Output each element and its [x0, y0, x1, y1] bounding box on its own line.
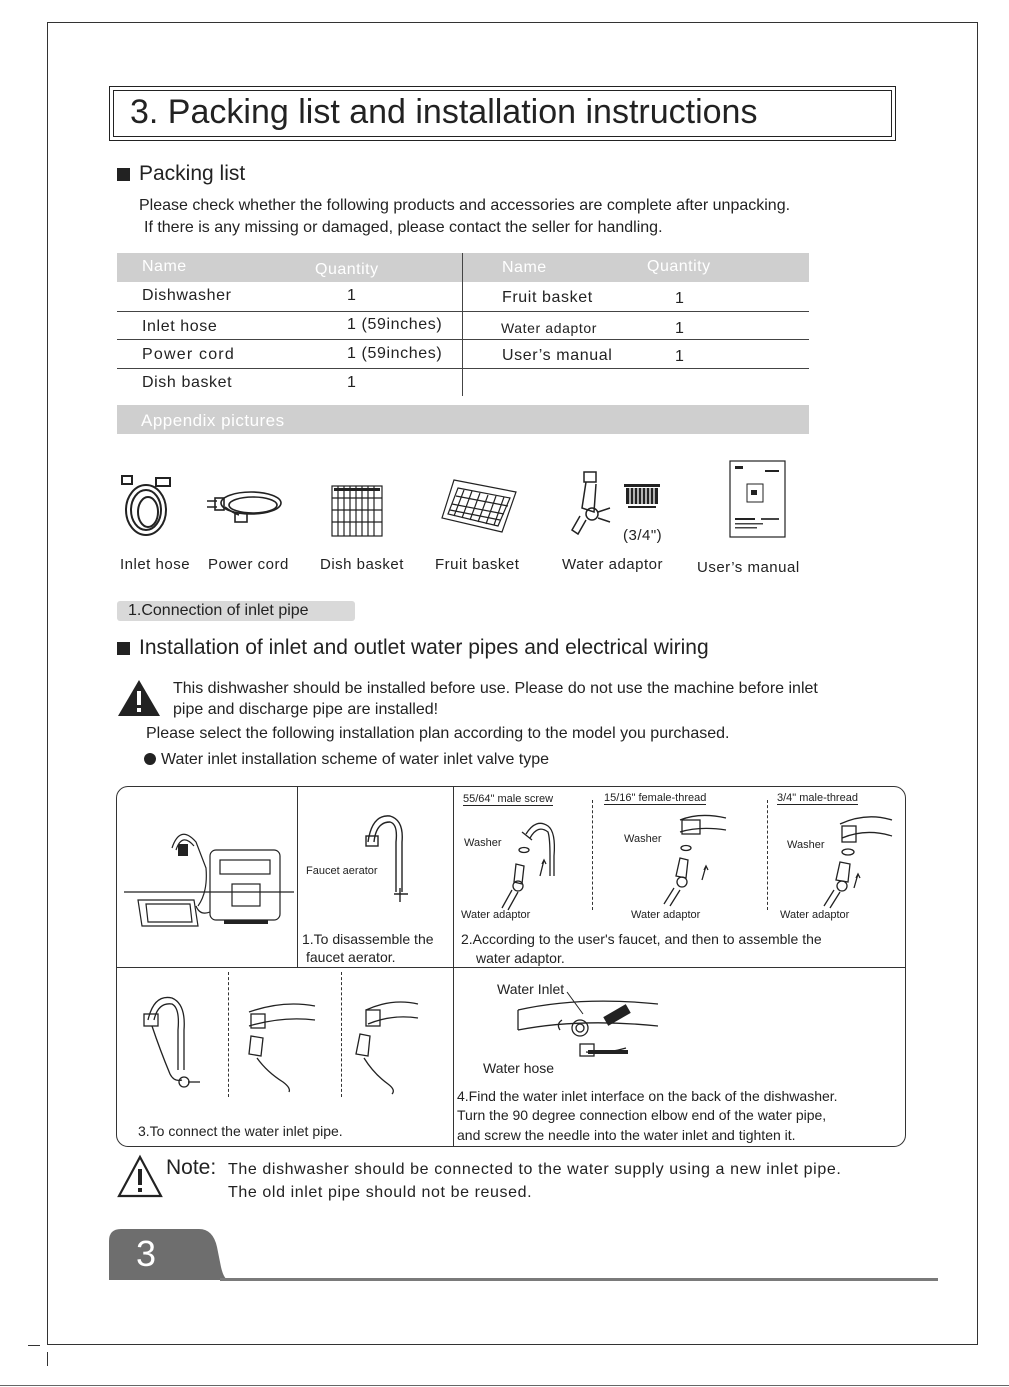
- water-inlet-label: Water Inlet: [497, 981, 565, 997]
- thread-label-3: 3/4" male-thread: [777, 792, 858, 804]
- bullet-square-icon: [117, 642, 130, 655]
- water-adaptor-label-2: Water adaptor: [631, 909, 701, 921]
- dashed-divider: [767, 800, 768, 910]
- section-pill: 1.Connection of inlet pipe: [117, 601, 355, 621]
- picture-label-fruit-basket: Fruit basket: [435, 556, 520, 573]
- washer-label-3: Washer: [787, 839, 825, 851]
- bullet-dot-icon: [144, 753, 156, 765]
- diagram-col-divider: [453, 787, 454, 1146]
- note-label: Note:: [166, 1156, 217, 1179]
- table-header-quantity-2: Quantity: [647, 258, 711, 275]
- warning-triangle-icon: [116, 678, 162, 718]
- page-number: 3: [136, 1233, 157, 1274]
- thread-label-2: 15/16" female-thread: [604, 792, 707, 804]
- table-cell: 1: [675, 320, 685, 337]
- warning-line1: This dishwasher should be installed before use. Please do not use the machine before inlet: [173, 680, 818, 697]
- bottom-crop-line: [0, 1385, 1009, 1386]
- adaptor-assembly-3: [816, 810, 896, 910]
- table-header-name-1: Name: [142, 258, 187, 275]
- step3-text: 3.To connect the water inlet pipe.: [138, 1123, 343, 1139]
- table-row-divider: [117, 368, 809, 369]
- thread-label-1: 55/64" male screw: [463, 793, 554, 805]
- note-line1: The dishwasher should be connected to the water supply using a new inlet pipe.: [228, 1161, 842, 1178]
- table-cell: User’s manual: [502, 347, 613, 364]
- note-line2: The old inlet pipe should not be reused.: [228, 1184, 533, 1201]
- diagram-col-divider: [297, 787, 298, 967]
- table-cell: Dish basket: [142, 374, 233, 391]
- dashed-divider: [592, 800, 593, 910]
- select-plan-text: Please select the following installation plan according to the model you purchased.: [146, 725, 730, 742]
- picture-label-water-adaptor: Water adaptor: [562, 556, 663, 573]
- footer-rule: [220, 1278, 938, 1281]
- faucet-aerator-label: Faucet aerator: [306, 865, 378, 877]
- table-column-divider: [462, 253, 463, 396]
- page-title: 3. Packing list and installation instructions: [130, 93, 758, 131]
- table-cell: Inlet hose: [142, 318, 218, 335]
- picture-label-power-cord: Power cord: [208, 556, 289, 573]
- crop-mark: [28, 1345, 40, 1346]
- table-row-divider: [117, 339, 809, 340]
- picture-label-inlet-hose: Inlet hose: [120, 556, 191, 573]
- water-adaptor-label-3: Water adaptor: [780, 909, 850, 921]
- note-warning-icon: [116, 1154, 164, 1200]
- inlet-pipe-connection-1: [140, 990, 210, 1100]
- inlet-pipe-connection-3: [346, 994, 426, 1098]
- dashed-divider: [228, 972, 229, 1097]
- adaptor-size-label: (3/4"): [623, 527, 663, 544]
- diagram-row-divider: [117, 967, 905, 968]
- faucet-aerator-illustration: [364, 812, 414, 908]
- page-number-tab: [109, 1229, 229, 1280]
- adaptor-assembly-1: [500, 816, 570, 916]
- step2-line1: 2.According to the user's faucet, and then to assemble the: [461, 931, 822, 947]
- table-cell: Power cord: [142, 346, 235, 363]
- adaptor-assembly-2: [660, 810, 730, 910]
- table-header-name-2: Name: [502, 259, 547, 276]
- step2-line2: water adaptor.: [476, 950, 565, 966]
- dishwasher-counter-illustration: [124, 828, 294, 938]
- water-inlet-pointer: [565, 990, 589, 1020]
- dish-basket-icon: [330, 480, 386, 540]
- table-cell: 1 (59inches): [347, 345, 443, 362]
- table-cell: 1: [675, 348, 685, 365]
- packing-list-heading: Packing list: [139, 162, 246, 185]
- picture-label-dish-basket: Dish basket: [320, 556, 404, 573]
- washer-label-2: Washer: [624, 833, 662, 845]
- step1-line1: 1.To disassemble the: [302, 931, 434, 947]
- title-box: [109, 86, 896, 141]
- table-cell: 1: [347, 374, 357, 391]
- crop-mark: [47, 1352, 48, 1366]
- table-row-divider: [117, 311, 809, 312]
- step4-line2: Turn the 90 degree connection elbow end of the water pipe,: [457, 1107, 827, 1123]
- table-cell: Dishwasher: [142, 287, 232, 304]
- picture-label-users-manual: User’s manual: [697, 559, 800, 576]
- warning-line2: pipe and discharge pipe are installed!: [173, 701, 439, 718]
- table-cell: 1: [675, 290, 685, 307]
- water-adaptor-label-1: Water adaptor: [461, 909, 531, 921]
- washer-label-1: Washer: [464, 837, 502, 849]
- step4-line3: and screw the needle into the water inlet and tighten it.: [457, 1127, 796, 1143]
- fruit-basket-icon: [440, 476, 520, 536]
- installation-heading: Installation of inlet and outlet water pipes and electrical wiring: [139, 636, 709, 659]
- scheme-bullet-text: Water inlet installation scheme of water inlet valve type: [161, 751, 550, 768]
- table-cell: Water adaptor: [501, 320, 597, 336]
- packing-intro-line2: If there is any missing or damaged, please contact the seller for handling.: [144, 219, 663, 236]
- table-cell: Fruit basket: [502, 289, 593, 306]
- table-cell: 1 (59inches): [347, 316, 443, 333]
- power-cord-icon: [203, 485, 287, 535]
- inlet-hose-icon: [118, 470, 180, 540]
- step1-line2: faucet aerator.: [306, 949, 396, 965]
- bullet-square-icon: [117, 168, 130, 181]
- water-hose-label: Water hose: [483, 1060, 555, 1076]
- appendix-label: Appendix pictures: [141, 411, 285, 430]
- dashed-divider: [341, 972, 342, 1097]
- step4-line1: 4.Find the water inlet interface on the back of the dishwasher.: [457, 1088, 838, 1104]
- packing-intro-line1: Please check whether the following products and accessories are complete after unpacking.: [139, 197, 791, 214]
- users-manual-icon: [729, 460, 787, 540]
- table-header-quantity-1: Quantity: [315, 261, 379, 278]
- inlet-pipe-connection-2: [243, 992, 323, 1096]
- table-cell: 1: [347, 287, 357, 304]
